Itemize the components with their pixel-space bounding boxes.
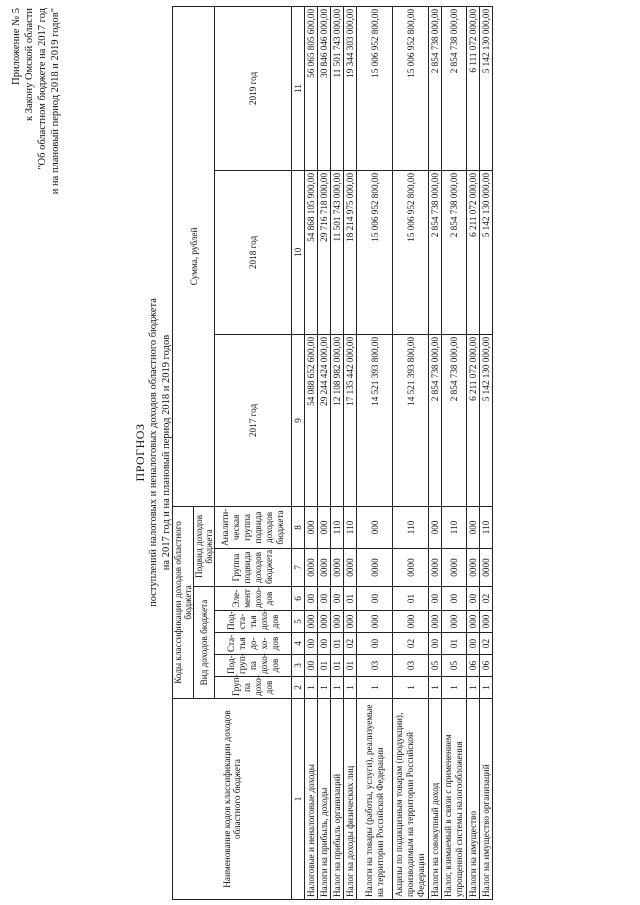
code-cell: 110 — [331, 506, 344, 548]
header-article: Ста-тья до-хо-дов — [215, 633, 292, 655]
code-cell: 01 — [344, 587, 357, 611]
amount-2019: 5 142 130 000,00 — [480, 6, 493, 170]
amount-2018: 5 142 130 000,00 — [480, 170, 493, 334]
amount-2017: 2 854 738 000,00 — [442, 334, 467, 506]
header-subgroup: Под-груп-па дохо-дов — [215, 655, 292, 677]
code-cell: 000 — [357, 611, 393, 633]
header-podvid: Подвид доходов бюджета — [194, 506, 215, 586]
column-number: 3 — [292, 655, 305, 677]
code-cell: 05 — [429, 655, 442, 677]
code-cell: 1 — [357, 677, 393, 699]
amount-2018: 15 006 952 800,00 — [357, 170, 393, 334]
amount-2019: 15 006 952 800,00 — [393, 6, 429, 170]
code-cell: 000 — [344, 611, 357, 633]
code-cell: 0000 — [480, 549, 493, 587]
amount-2018: 15 006 952 800,00 — [393, 170, 429, 334]
code-cell: 1 — [305, 677, 318, 699]
code-cell: 1 — [331, 677, 344, 699]
code-cell: 03 — [357, 655, 393, 677]
column-number: 8 — [292, 506, 305, 548]
amount-2017: 6 211 072 000,00 — [467, 334, 480, 506]
code-cell: 00 — [467, 633, 480, 655]
code-cell: 00 — [331, 587, 344, 611]
code-cell: 00 — [305, 633, 318, 655]
table-row — [357, 6, 393, 899]
document-heading — [133, 0, 173, 905]
amount-2019: 30 846 046 000,00 — [318, 6, 331, 170]
code-cell: 110 — [393, 506, 429, 548]
code-cell: 06 — [480, 655, 493, 677]
code-cell: 02 — [480, 633, 493, 655]
header-group: Груп-па дохо-дов — [215, 677, 292, 699]
table-row — [467, 6, 480, 899]
code-cell: 000 — [357, 506, 393, 548]
code-cell: 0000 — [357, 549, 393, 587]
revenue-forecast-table — [172, 6, 493, 900]
table-row — [480, 6, 493, 899]
code-cell: 000 — [467, 506, 480, 548]
table-row — [305, 6, 318, 899]
code-cell: 00 — [467, 587, 480, 611]
code-cell: 000 — [429, 611, 442, 633]
code-cell: 110 — [480, 506, 493, 548]
table-row — [344, 6, 357, 899]
header-sum: Сумма, рублей — [173, 6, 215, 506]
amount-2018: 29 716 718 000,00 — [318, 170, 331, 334]
amount-2017: 14 521 393 800,00 — [357, 334, 393, 506]
code-cell: 00 — [429, 587, 442, 611]
amount-2019: 15 006 952 800,00 — [357, 6, 393, 170]
header-name: Наименование кодов классификации доходов областного бюджета — [173, 699, 292, 900]
document-subtitle-period: на 2017 год и на плановый период 2018 и 2019 годов — [161, 334, 172, 571]
amount-2019: 2 854 738 000,00 — [442, 6, 467, 170]
code-cell: 000 — [318, 506, 331, 548]
code-cell: 0000 — [393, 549, 429, 587]
code-cell: 00 — [442, 587, 467, 611]
code-cell: 01 — [393, 587, 429, 611]
amount-2019: 2 854 738 000,00 — [429, 6, 442, 170]
code-cell: 01 — [442, 633, 467, 655]
appendix-note — [10, 8, 62, 194]
code-cell: 0000 — [344, 549, 357, 587]
row-name: Налог, взимаемый в связи с применением упрощенной системы налогообложения — [442, 699, 467, 900]
row-name: Налоги на товары (работы, услуги), реализуемые на территории Российской Федерации — [357, 699, 393, 900]
amount-2017: 54 088 652 600,00 — [305, 334, 318, 506]
appendix-line: и на плановый период 2018 и 2019 годов" — [50, 8, 61, 195]
amount-2018: 2 854 738 000,00 — [442, 170, 467, 334]
document-subtitle: поступлений налоговых и неналоговых доходов областного бюджета — [148, 298, 159, 607]
amount-2019: 19 344 303 000,00 — [344, 6, 357, 170]
table-body — [292, 6, 493, 899]
amount-2019: 6 111 072 000,00 — [467, 6, 480, 170]
code-cell: 0000 — [467, 549, 480, 587]
code-cell: 0000 — [305, 549, 318, 587]
code-cell: 000 — [442, 611, 467, 633]
amount-2017: 14 521 393 800,00 — [393, 334, 429, 506]
row-name: Налоги на совокупный доход — [429, 699, 442, 900]
column-number: 9 — [292, 334, 305, 506]
amount-2019: 11 501 743 000,00 — [331, 6, 344, 170]
code-cell: 000 — [429, 506, 442, 548]
row-name: Акцизы по подакцизным товарам (продукции), производимым на территории Российской Федерации — [393, 699, 429, 900]
code-cell: 01 — [344, 655, 357, 677]
column-number: 2 — [292, 677, 305, 699]
code-cell: 0000 — [331, 549, 344, 587]
table-row — [393, 6, 429, 899]
code-cell: 02 — [480, 587, 493, 611]
code-cell: 02 — [393, 633, 429, 655]
code-cell: 1 — [429, 677, 442, 699]
row-name: Налог на имущество организаций — [480, 699, 493, 900]
table-row — [429, 6, 442, 899]
header-element: Эле-мент дохо-дов — [215, 587, 292, 611]
code-cell: 0000 — [429, 549, 442, 587]
amount-2017: 29 244 424 000,00 — [318, 334, 331, 506]
row-name: Налоги на прибыль, доходы — [318, 699, 331, 900]
column-number: 11 — [292, 6, 305, 170]
amount-2018: 6 211 072 000,00 — [467, 170, 480, 334]
amount-2017: 17 135 442 000,00 — [344, 334, 357, 506]
code-cell: 00 — [318, 633, 331, 655]
header-year-2019: 2019 год — [215, 6, 292, 170]
document-title: ПРОГНОЗ — [133, 423, 147, 482]
row-name: Налог на прибыль организаций — [331, 699, 344, 900]
amount-2017: 2 854 738 000,00 — [429, 334, 442, 506]
code-cell: 00 — [305, 655, 318, 677]
row-name: Налоговые и неналоговые доходы — [305, 699, 318, 900]
code-cell: 1 — [480, 677, 493, 699]
code-cell: 06 — [467, 655, 480, 677]
amount-2017: 5 142 130 000,00 — [480, 334, 493, 506]
code-cell: 000 — [305, 611, 318, 633]
table-row — [331, 6, 344, 899]
code-cell: 1 — [318, 677, 331, 699]
appendix-line: "Об областном бюджете на 2017 год — [37, 8, 48, 170]
code-cell: 1 — [393, 677, 429, 699]
code-cell: 00 — [357, 587, 393, 611]
column-number-row — [292, 6, 305, 899]
column-number: 6 — [292, 587, 305, 611]
code-cell: 000 — [467, 611, 480, 633]
row-name: Налог на доходы физических лиц — [344, 699, 357, 900]
column-number: 10 — [292, 170, 305, 334]
code-cell: 1 — [442, 677, 467, 699]
table-row — [442, 6, 467, 899]
amount-2018: 11 501 743 000,00 — [331, 170, 344, 334]
code-cell: 1 — [467, 677, 480, 699]
code-cell: 00 — [429, 633, 442, 655]
code-cell: 000 — [393, 611, 429, 633]
code-cell: 0000 — [318, 549, 331, 587]
header-year-2018: 2018 год — [215, 170, 292, 334]
column-number: 5 — [292, 611, 305, 633]
code-cell: 110 — [344, 506, 357, 548]
header-subarticle: Под-ста-тья дохо-дов — [215, 611, 292, 633]
code-cell: 0000 — [442, 549, 467, 587]
code-cell: 00 — [318, 587, 331, 611]
code-cell: 000 — [331, 611, 344, 633]
code-cell: 02 — [344, 633, 357, 655]
code-cell: 1 — [344, 677, 357, 699]
code-cell: 000 — [480, 611, 493, 633]
row-name: Налоги на имущество — [467, 699, 480, 900]
header-year-2017: 2017 год — [215, 334, 292, 506]
table-row — [318, 6, 331, 899]
column-number: 1 — [292, 699, 305, 900]
code-cell: 00 — [357, 633, 393, 655]
column-number: 4 — [292, 633, 305, 655]
header-vid: Вид доходов бюджета — [194, 587, 215, 699]
code-cell: 01 — [331, 655, 344, 677]
code-cell: 01 — [318, 655, 331, 677]
amount-2018: 2 854 738 000,00 — [429, 170, 442, 334]
code-cell: 03 — [393, 655, 429, 677]
header-analytic-group: Аналити-ческая группа подвида доходов бюджета — [215, 506, 292, 548]
header-podvid-group: Группа подвида доходов бюджета — [215, 549, 292, 587]
appendix-line: Приложение № 5 — [11, 8, 22, 85]
amount-2018: 18 214 975 000,00 — [344, 170, 357, 334]
amount-2017: 12 108 982 000,00 — [331, 334, 344, 506]
header-codes: Коды классификации доходов областного бюджета — [173, 506, 194, 698]
code-cell: 110 — [442, 506, 467, 548]
column-number: 7 — [292, 549, 305, 587]
amount-2018: 54 868 105 900,00 — [305, 170, 318, 334]
code-cell: 01 — [331, 633, 344, 655]
code-cell: 00 — [305, 587, 318, 611]
code-cell: 05 — [442, 655, 467, 677]
code-cell: 000 — [318, 611, 331, 633]
code-cell: 000 — [305, 506, 318, 548]
amount-2019: 56 065 805 600,00 — [305, 6, 318, 170]
appendix-line: к Закону Омской области — [24, 8, 35, 122]
